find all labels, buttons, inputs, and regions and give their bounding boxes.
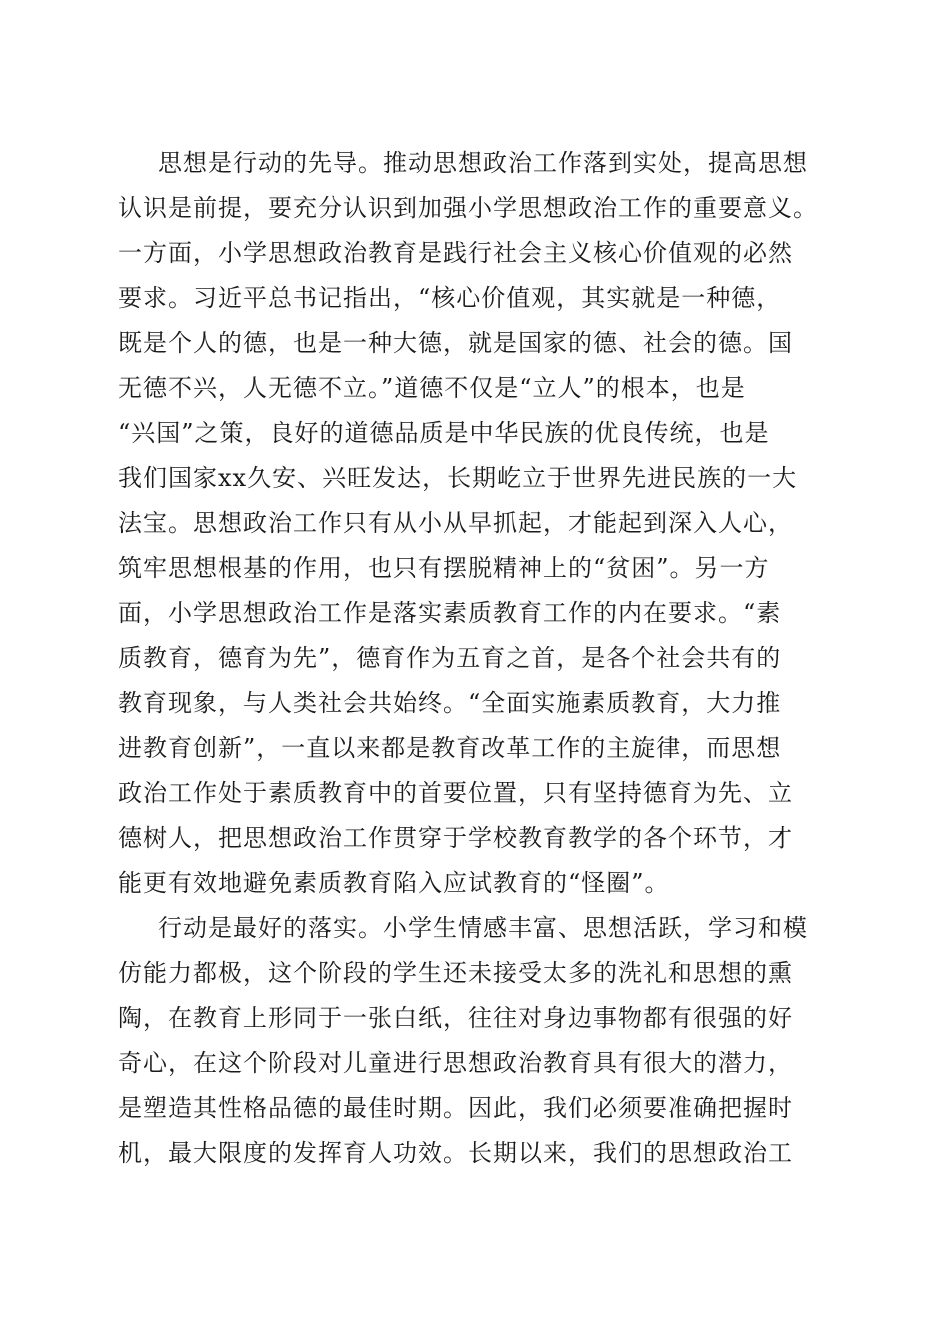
text-line: 行动是最好的落实。小学生情感丰富、思想活跃，学习和模	[158, 914, 808, 942]
text-line: 一方面，小学思想政治教育是践行社会主义核心价值观的必然	[118, 239, 793, 267]
text-line: 进教育创新”，一直以来都是教育改革工作的主旋律，而思想	[118, 734, 782, 762]
text-line: 既是个人的德，也是一种大德，就是国家的德、社会的德。国	[118, 329, 793, 357]
text-line: 质教育，德育为先”，德育作为五育之首，是各个社会共有的	[118, 644, 782, 672]
text-line: 是塑造其性格品德的最佳时期。因此，我们必须要准确把握时	[118, 1094, 793, 1122]
text-line: 机，最大限度的发挥育人功效。长期以来，我们的思想政治工	[118, 1139, 793, 1167]
text-line: 仿能力都极，这个阶段的学生还未接受太多的洗礼和思想的熏	[118, 959, 793, 987]
text-line: 要求。习近平总书记指出，“核心价值观，其实就是一种德，	[118, 284, 782, 312]
text-line: 法宝。思想政治工作只有从小从早抓起，才能起到深入人心，	[118, 509, 793, 537]
text-line: 面，小学思想政治工作是落实素质教育工作的内在要求。“素	[118, 599, 782, 627]
text-line: 德树人，把思想政治工作贯穿于学校教育教学的各个环节，才	[118, 824, 793, 852]
text-line: 奇心，在这个阶段对儿童进行思想政治教育具有很大的潜力，	[118, 1049, 793, 1077]
text-line: 陶，在教育上形同于一张白纸，往往对身边事物都有很强的好	[118, 1004, 793, 1032]
text-line: 无德不兴，人无德不立。”道德不仅是“立人”的根本，也是	[118, 374, 746, 402]
text-line: 我们国家xx久安、兴旺发达，长期屹立于世界先进民族的一大	[118, 464, 798, 492]
text-line: 教育现象，与人类社会共始终。“全面实施素质教育，大力推	[118, 689, 782, 717]
text-line: 政治工作处于素质教育中的首要位置，只有坚持德育为先、立	[118, 779, 793, 807]
text-line: 筑牢思想根基的作用，也只有摆脱精神上的“贫困”。另一方	[118, 554, 770, 582]
text-line: 思想是行动的先导。推动思想政治工作落到实处，提高思想	[158, 149, 808, 177]
text-line: “兴国”之策，良好的道德品质是中华民族的优良传统，也是	[118, 419, 770, 447]
text-line: 能更有效地避免素质教育陷入应试教育的“怪圈”。	[118, 869, 670, 897]
text-line: 认识是前提，要充分认识到加强小学思想政治工作的重要意义。	[118, 194, 818, 222]
